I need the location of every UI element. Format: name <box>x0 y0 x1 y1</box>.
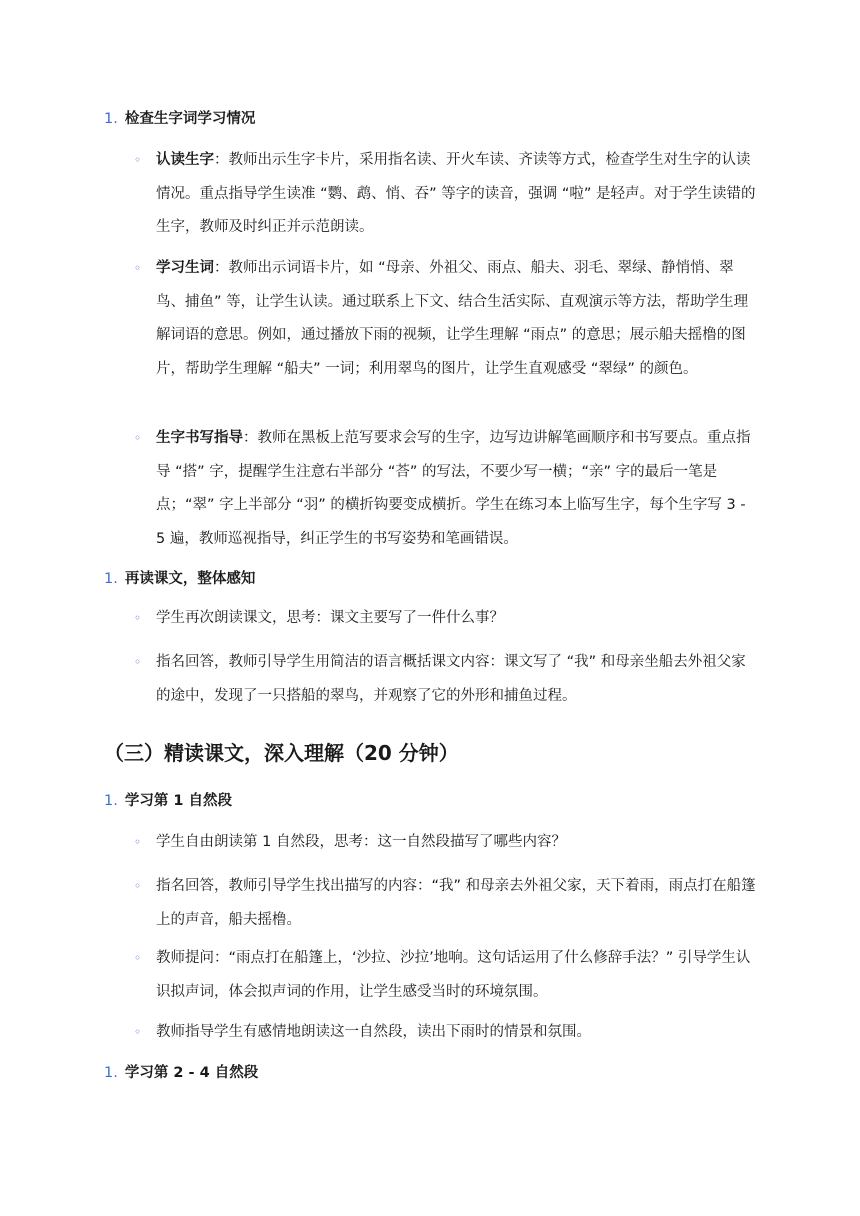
item-text: 指名回答，教师引导学生用简洁的语言概括课文内容：课文写了 “我” 和母亲坐船去外祖父家的途中，发现了一只搭船的翠鸟，并观察了它的外形和捕鱼过程。 <box>156 654 746 704</box>
bullet-icon: ◦ <box>134 611 142 625</box>
section-title: （三）精读课文，深入理解（20 分钟） <box>104 741 459 765</box>
bullet-icon: ◦ <box>134 261 142 275</box>
heading-text: 检查生字词学习情况 <box>124 111 256 127</box>
list-item <box>136 646 756 713</box>
item-text: 教师提问：“雨点打在船篷上，‘沙拉、沙拉’地响。这句话运用了什么修辞手法？” 引导学生认识拟声词，体会拟声词的作用，让学生感受当时的环境氛围。 <box>156 950 751 1000</box>
list-item <box>136 252 756 386</box>
list-item <box>136 144 756 245</box>
item-lead: 学习生词 <box>156 260 214 276</box>
item-text: ：教师出示生字卡片，采用指名读、开火车读、齐读等方式，检查学生对生字的认读情况。重点指导学生读准 “鹦、鹉、悄、吞” 等字的读音，强调 “啦” 是轻声。对于学生读错的生字，教师及时纠正并示范朗读。 <box>156 152 756 235</box>
list-number: 1. <box>104 1065 118 1081</box>
list-heading <box>104 790 232 812</box>
item-text: 学生再次朗读课文，思考：课文主要写了一件什么事？ <box>156 610 504 626</box>
bullet-icon: ◦ <box>134 879 142 893</box>
item-text: ：教师在黑板上范写要求会写的生字，边写边讲解笔画顺序和书写要点。重点指导 “搭” 字，提醒学生注意右半部分 “荅” 的写法，不要少写一横；“亲” 字的最后一笔是点；“翠” 字上半部分 “羽” 的横折钩要变成横折。学生在练习本上临写生字，每个生字写 3 - 5 遍，教师巡视指导，纠正学生的书写姿势和笔画错误。 <box>156 430 751 547</box>
heading-text: 学习第 2 - 4 自然段 <box>124 1065 259 1081</box>
list-heading <box>104 1062 258 1084</box>
heading-text: 学习第 1 自然段 <box>124 793 233 809</box>
list-item <box>136 1016 756 1050</box>
list-item <box>136 942 756 1009</box>
list-item <box>136 826 756 860</box>
item-text: 指名回答，教师引导学生找出描写的内容：“我” 和母亲去外祖父家，天下着雨，雨点打在船篷上的声音，船夫摇橹。 <box>156 878 756 928</box>
item-text: 学生自由朗读第 1 自然段，思考：这一自然段描写了哪些内容？ <box>156 834 566 850</box>
list-item <box>136 870 756 937</box>
item-lead: 生字书写指导 <box>156 430 243 446</box>
bullet-icon: ◦ <box>134 431 142 445</box>
item-lead: 认读生字 <box>156 152 214 168</box>
list-number: 1. <box>104 571 118 587</box>
bullet-icon: ◦ <box>134 951 142 965</box>
bullet-icon: ◦ <box>134 153 142 167</box>
list-heading <box>104 568 255 590</box>
list-number: 1. <box>104 111 118 127</box>
list-item <box>136 602 756 636</box>
list-heading <box>104 108 255 130</box>
bullet-icon: ◦ <box>134 835 142 849</box>
list-item <box>136 422 756 556</box>
bullet-icon: ◦ <box>134 655 142 669</box>
item-text: 教师指导学生有感情地朗读这一自然段，读出下雨时的情景和氛围。 <box>156 1024 591 1040</box>
list-number: 1. <box>104 793 118 809</box>
bullet-icon: ◦ <box>134 1025 142 1039</box>
heading-text: 再读课文，整体感知 <box>124 571 256 587</box>
item-text: ：教师出示词语卡片，如 “母亲、外祖父、雨点、船夫、羽毛、翠绿、静悄悄、翠鸟、捕鱼” 等，让学生认读。通过联系上下文、结合生活实际、直观演示等方法，帮助学生理解词语的意思。例如，通过播放下雨的视频，让学生理解 “雨点” 的意思；展示船夫摇橹的图片，帮助学生理解 “船夫” 一词；利用翠鸟的图片，让学生直观感受 “翠绿” 的颜色。 <box>156 260 749 377</box>
